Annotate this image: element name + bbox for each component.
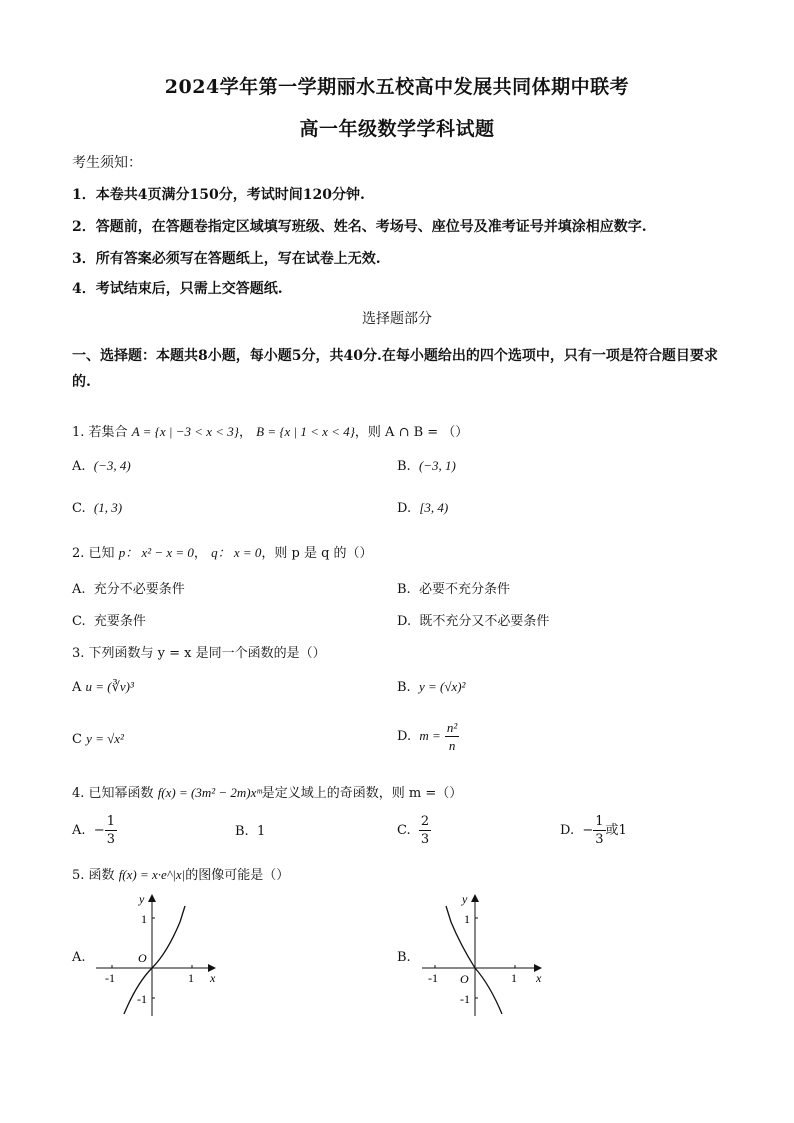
q3-option-d[interactable]: D. m = $\frac{\text{n²}}{n}$	[397, 720, 458, 753]
notice-item-2: 2．答题前，在答题卷指定区域填写班级、姓名、考场号、座位号及准考证号并填涂相应数字.	[72, 219, 647, 235]
question-1: 1. 若集合 A = {x | −3 < x < 3}， B = {x | 1 < x < 4}，则 A ∩ B = （）	[72, 424, 469, 440]
graph-a-x-neg-one: -1	[105, 971, 115, 985]
q3-option-c[interactable]: C y = √x²	[72, 731, 124, 747]
notice-item-1: 1．本卷共4页满分150分，考试时间120分钟.	[72, 187, 365, 203]
exam-title: 2024学年第一学期丽水五校高中发展共同体期中联考	[164, 76, 630, 98]
graph-a-x-label: x	[210, 971, 216, 985]
q1-option-d[interactable]: D. [3, 4)	[397, 500, 449, 516]
question-2: 2. 已知 p： x² − x = 0， q： x = 0，则 p 是 q 的（）	[72, 545, 373, 561]
graph-a-y-one: 1	[141, 912, 147, 926]
q5-graph-a[interactable]	[92, 890, 222, 1020]
graph-b-y-neg-one: -1	[460, 992, 470, 1006]
graph-b-x-one: 1	[511, 971, 517, 985]
q1-option-c[interactable]: C. (1, 3)	[72, 500, 123, 516]
graph-a-y-label: y	[139, 892, 145, 906]
graph-a-origin: O	[138, 951, 147, 965]
graph-b-x-neg-one: -1	[428, 971, 438, 985]
graph-a-y-neg-one: -1	[137, 992, 147, 1006]
q4-option-b[interactable]: B. 1	[235, 824, 266, 839]
graph-a-x-one: 1	[188, 971, 194, 985]
q2-option-d[interactable]: D. 既不充分又不必要条件	[397, 614, 550, 629]
q1-option-b[interactable]: B. (−3, 1)	[397, 458, 456, 474]
graph-b-y-one: 1	[464, 912, 470, 926]
question-4: 4. 已知幂函数 f(x) = (3m² − 2m)xᵐ是定义域上的奇函数，则 m =（）	[72, 785, 463, 801]
graph-b-curve	[446, 906, 502, 1014]
notice-item-4: 4．考试结束后，只需上交答题纸.	[72, 281, 283, 297]
question-3: 3. 下列函数与 y = x 是同一个函数的是（）	[72, 646, 326, 661]
question-5: 5. 函数 f(x) = x·e^|x|的图像可能是（）	[72, 867, 290, 883]
q5-option-a-label[interactable]: A.	[72, 950, 86, 965]
q4-option-a[interactable]: A. − $\frac{1}{3}$	[72, 814, 115, 847]
graph-b-x-label: x	[536, 971, 542, 985]
q2-option-c[interactable]: C. 充要条件	[72, 614, 146, 629]
q4-option-d[interactable]: D. − $\frac{1}{3}$ 或1	[560, 814, 627, 847]
q2-option-a[interactable]: A. 充分不必要条件	[72, 582, 185, 597]
exam-subtitle: 高一年级数学学科试题	[299, 118, 495, 140]
q1-option-a[interactable]: A. (−3, 4)	[72, 458, 131, 474]
q3-option-a[interactable]: A u = (∛v)³	[72, 679, 134, 695]
graph-b-origin: O	[460, 972, 469, 986]
part-heading: 一、选择题：本题共8小题，每小题5分，共40分.在每小题给出的四个选项中，只有一项是符合题目要求的.	[72, 348, 718, 390]
section-title: 选择题部分	[362, 311, 432, 327]
graph-b-y-label: y	[462, 892, 468, 906]
q5-graph-b[interactable]	[418, 890, 548, 1020]
q4-option-c[interactable]: C. $\frac{2}{3}$	[397, 814, 430, 847]
q5-option-b-label[interactable]: B.	[397, 950, 411, 965]
notice-item-3: 3．所有答案必须写在答题纸上，写在试卷上无效.	[72, 251, 381, 267]
notice-heading: 考生须知：	[72, 155, 142, 171]
q3-option-b[interactable]: B. y = (√x)²	[397, 679, 466, 695]
q2-option-b[interactable]: B. 必要不充分条件	[397, 582, 510, 597]
